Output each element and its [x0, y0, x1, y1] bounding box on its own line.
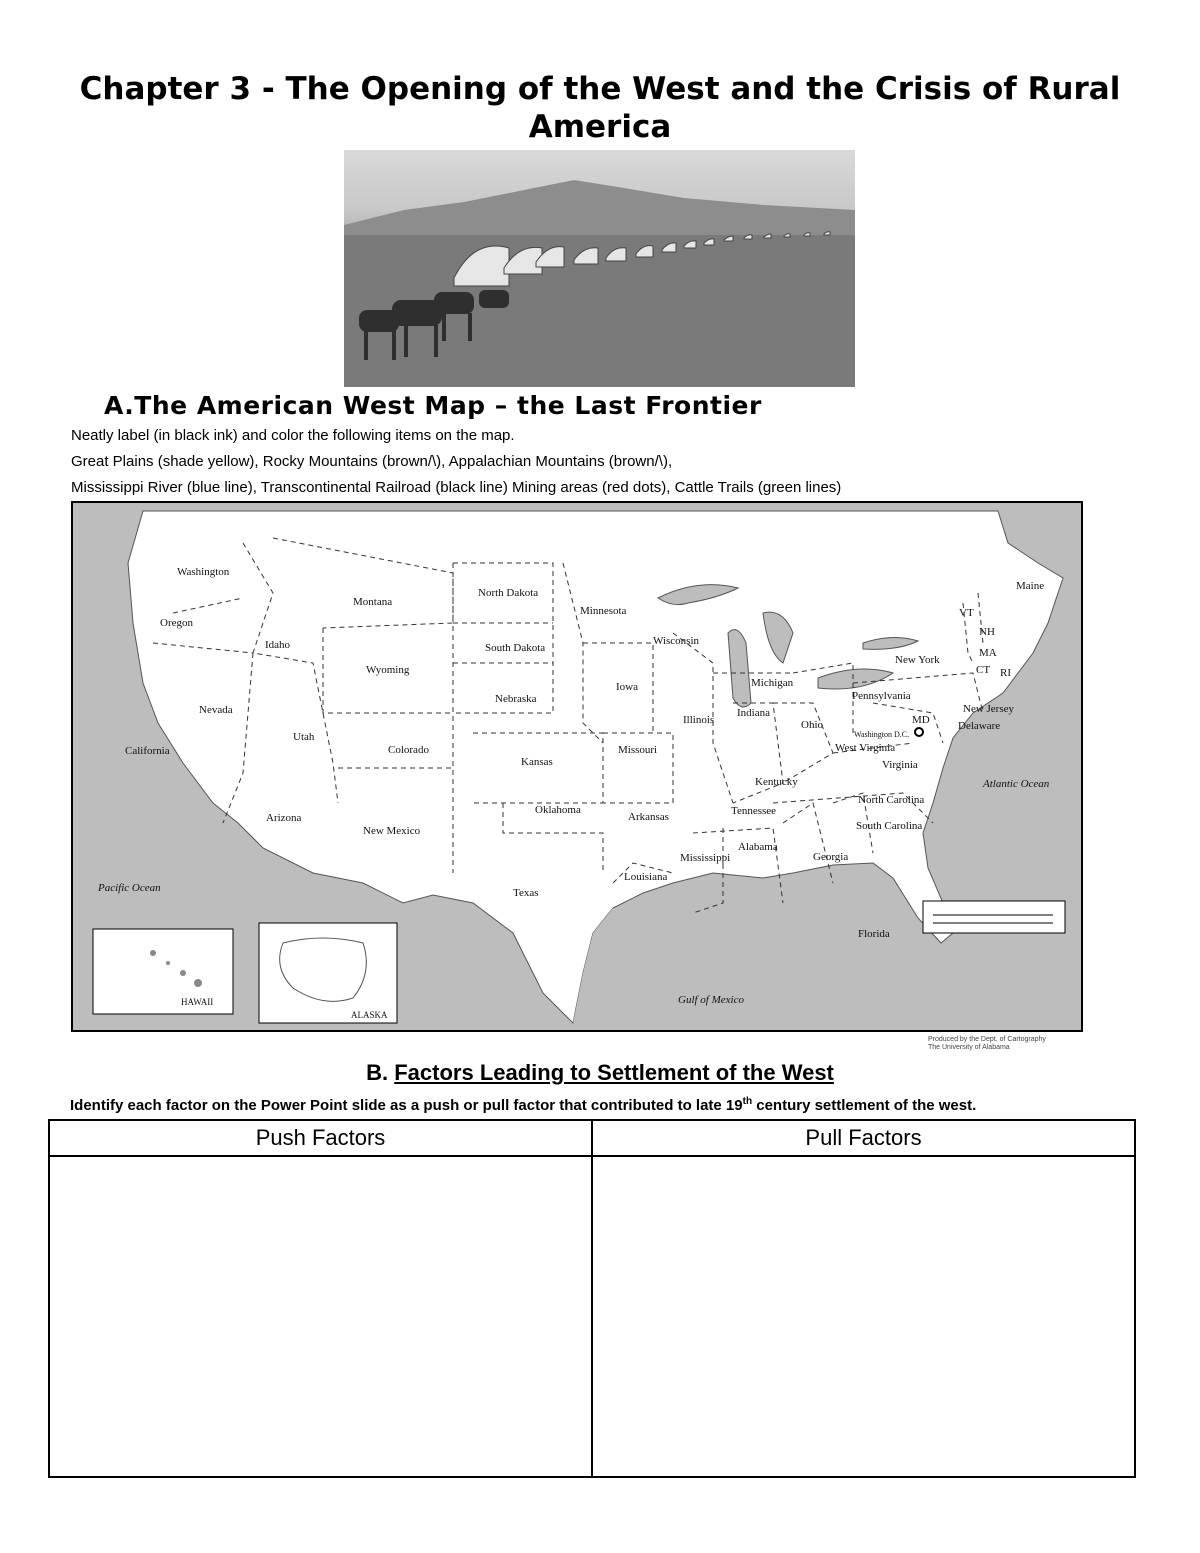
- label-nebraska: Nebraska: [495, 693, 537, 705]
- label-massachusetts: MA: [979, 647, 997, 659]
- pull-factors-cell[interactable]: [592, 1156, 1135, 1477]
- label-montana: Montana: [353, 596, 393, 608]
- label-kansas: Kansas: [521, 756, 553, 768]
- label-new-york: New York: [895, 654, 940, 666]
- label-utah: Utah: [293, 731, 315, 743]
- label-kentucky: Kentucky: [755, 776, 798, 788]
- label-mississippi: Mississippi: [680, 852, 731, 864]
- label-pennsylvania: Pennsylvania: [852, 690, 911, 702]
- label-georgia: Georgia: [813, 851, 849, 863]
- label-south-dakota: South Dakota: [485, 642, 546, 654]
- us-outline-map: [71, 501, 1083, 1032]
- label-wyoming: Wyoming: [366, 664, 410, 676]
- label-north-carolina: North Carolina: [858, 794, 925, 806]
- label-new-hampshire: NH: [979, 626, 995, 638]
- label-indiana: Indiana: [737, 707, 770, 719]
- section-a-heading: A.The American West Map – the Last Frontier: [104, 391, 762, 420]
- push-pull-table: [48, 1119, 1136, 1478]
- label-louisiana: Louisiana: [624, 871, 668, 883]
- label-new-jersey: New Jersey: [963, 703, 1015, 715]
- label-pacific-ocean: Pacific Ocean: [98, 882, 161, 894]
- wagon-train-photo: [344, 150, 855, 387]
- label-hawaii: HAWAII: [181, 997, 214, 1007]
- section-b-instructions: Identify each factor on the Power Point slide as a push or pull factor that contributed to late 19th century settlement of the west.: [70, 1096, 977, 1114]
- push-factors-cell[interactable]: [49, 1156, 592, 1477]
- label-oregon: Oregon: [160, 617, 193, 629]
- label-nevada: Nevada: [199, 704, 233, 716]
- instruction-line-3: Mississippi River (blue line), Transcontinental Railroad (black line) Mining areas (red dots), Cattle Trails (green lines): [71, 479, 842, 496]
- label-atlantic-ocean: Atlantic Ocean: [983, 778, 1050, 790]
- section-b-letter: B.: [366, 1060, 389, 1085]
- label-arkansas: Arkansas: [628, 811, 669, 823]
- label-rhode-island: RI: [1000, 667, 1011, 679]
- label-maryland: MD: [912, 714, 930, 726]
- label-colorado: Colorado: [388, 744, 429, 756]
- pull-factors-header: Pull Factors: [592, 1120, 1135, 1156]
- label-alabama: Alabama: [738, 841, 778, 853]
- label-michigan: Michigan: [751, 677, 794, 689]
- label-tennessee: Tennessee: [731, 805, 777, 817]
- label-new-mexico: New Mexico: [363, 825, 421, 837]
- section-b-heading: [0, 1060, 1200, 1086]
- label-west-virginia: West Virginia: [835, 742, 896, 754]
- push-factors-header: Push Factors: [49, 1120, 592, 1156]
- instruction-line-1: Neatly label (in black ink) and color the following items on the map.: [71, 427, 515, 444]
- label-south-carolina: South Carolina: [856, 820, 923, 832]
- instruction-line-2: Great Plains (shade yellow), Rocky Mountains (brown/\), Appalachian Mountains (brown/\),: [71, 453, 673, 470]
- page-title: Chapter 3 - The Opening of the West and the Crisis of Rural America: [79, 71, 1121, 145]
- label-maine: Maine: [1016, 580, 1045, 592]
- label-arizona: Arizona: [266, 812, 302, 824]
- label-virginia: Virginia: [882, 759, 918, 771]
- section-b-title: Factors Leading to Settlement of the West: [394, 1060, 834, 1085]
- label-delaware: Delaware: [958, 720, 1001, 732]
- map-credit: Produced by the Dept. of Cartography The University of Alabama: [928, 1036, 1046, 1051]
- label-oklahoma: Oklahoma: [535, 804, 581, 816]
- label-gulf-of-mexico: Gulf of Mexico: [678, 994, 744, 1006]
- label-washington-dc: Washington D.C.: [854, 730, 910, 739]
- label-california: California: [125, 745, 170, 757]
- label-missouri: Missouri: [618, 744, 658, 756]
- label-washington: Washington: [177, 566, 230, 578]
- label-illinois: Illinois: [683, 714, 715, 726]
- label-vermont: VT: [959, 607, 974, 619]
- label-texas: Texas: [513, 887, 539, 899]
- label-ohio: Ohio: [801, 719, 823, 731]
- label-idaho: Idaho: [265, 639, 291, 651]
- label-alaska: ALASKA: [351, 1010, 388, 1020]
- label-iowa: Iowa: [616, 681, 638, 693]
- label-florida: Florida: [858, 928, 890, 940]
- label-connecticut: CT: [976, 664, 991, 676]
- label-minnesota: Minnesota: [580, 605, 627, 617]
- label-wisconsin: Wisconsin: [653, 635, 699, 647]
- label-north-dakota: North Dakota: [478, 587, 539, 599]
